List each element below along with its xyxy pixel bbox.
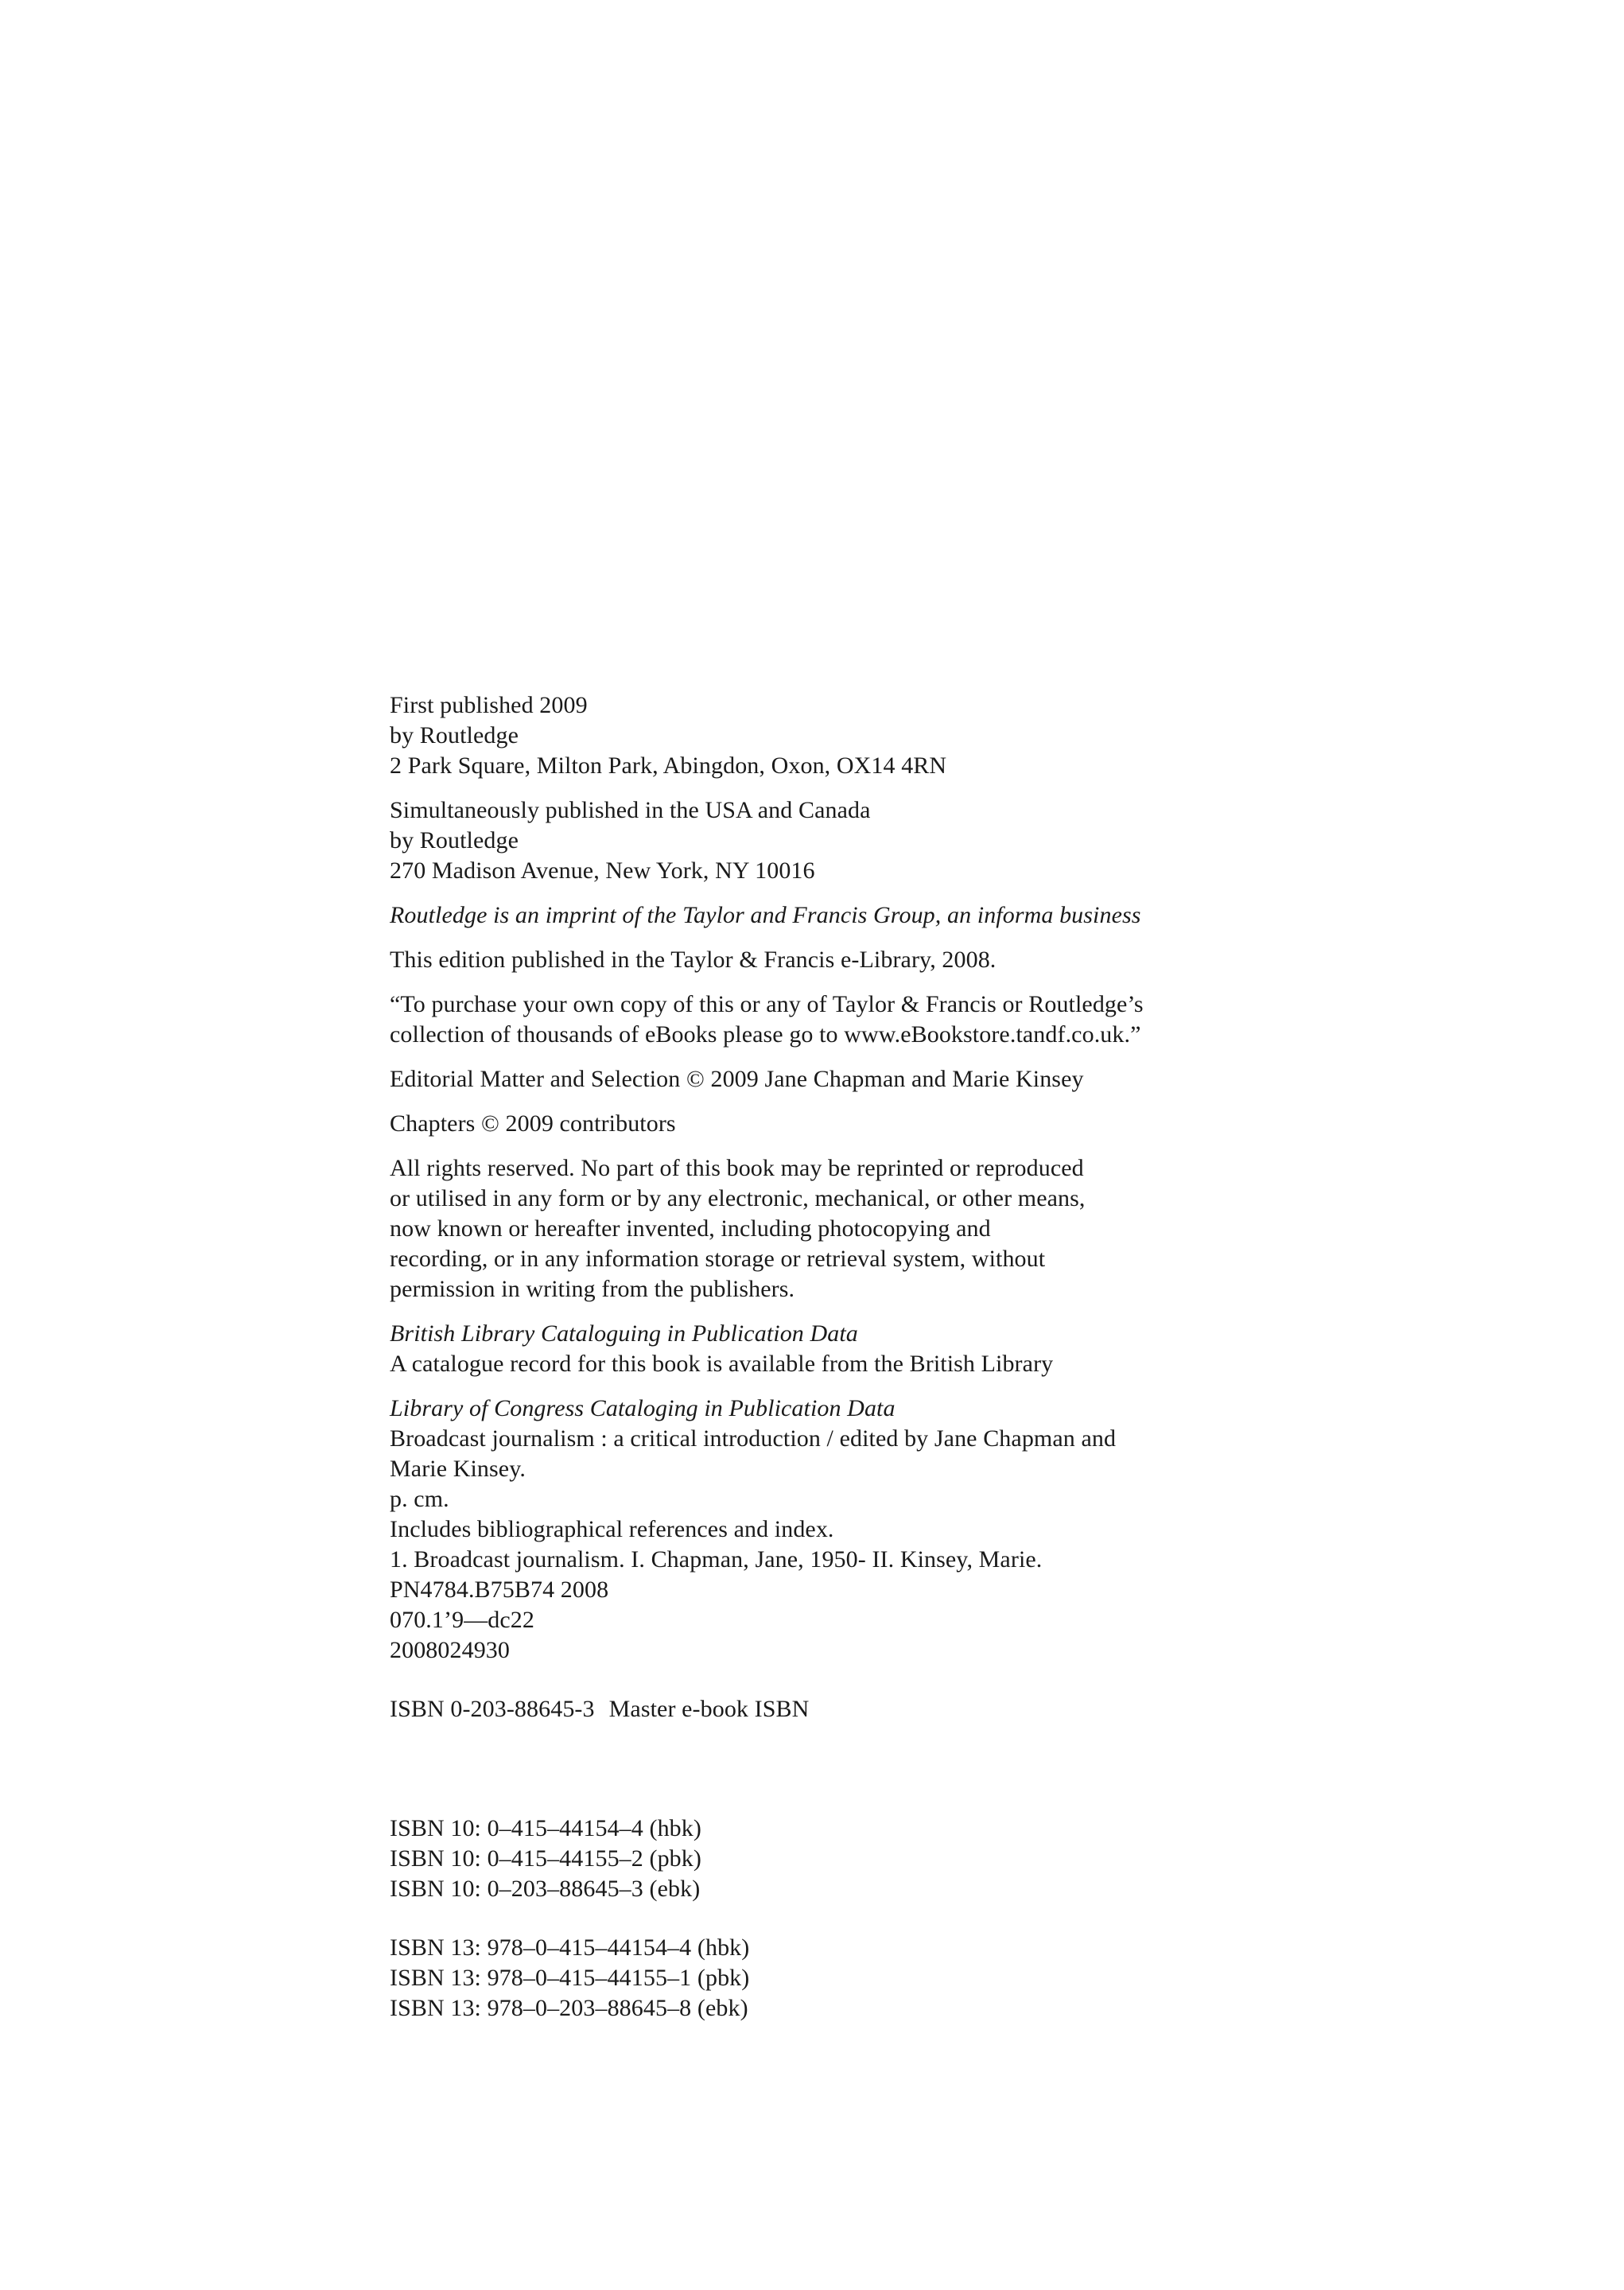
- loc-line: Marie Kinsey.: [390, 1456, 526, 1482]
- purchase-note: [390, 989, 1344, 1050]
- us-publisher-address: 270 Madison Avenue, New York, NY 10016: [390, 857, 815, 884]
- publication-block: [390, 690, 1344, 781]
- isbn10-item: ISBN 10: 0–415–44154–4 (hbk): [390, 1815, 701, 1841]
- loc-line: Broadcast journalism : a critical introduction / edited by Jane Chapman and: [390, 1425, 1117, 1452]
- master-isbn-label: Master e-book ISBN: [608, 1696, 810, 1722]
- loc-heading: Library of Congress Cataloging in Publication Data: [390, 1395, 896, 1421]
- isbn10-list: [390, 1814, 1344, 1904]
- library-of-congress-block: [390, 1394, 1344, 1666]
- publisher-address: 2 Park Square, Milton Park, Abingdon, Oxon, OX14 4RN: [390, 752, 947, 779]
- simultaneous-block: [390, 795, 1344, 886]
- loc-line: PN4784.B75B74 2008: [390, 1577, 609, 1603]
- loc-line: Includes bibliographical references and index.: [390, 1516, 834, 1542]
- isbn13-list: [390, 1933, 1344, 2024]
- rights-line: permission in writing from the publishers.: [390, 1276, 795, 1302]
- isbn10-item: ISBN 10: 0–203–88645–3 (ebk): [390, 1876, 701, 1902]
- us-publisher-name: by Routledge: [390, 827, 519, 853]
- first-published: First published 2009: [390, 692, 588, 718]
- rights-line: All rights reserved. No part of this book may be reprinted or reproduced: [390, 1155, 1084, 1181]
- imprint-note: Routledge is an imprint of the Taylor and Francis Group, an informa business: [390, 902, 1141, 928]
- master-isbn: [390, 1694, 1344, 1724]
- isbn13-item: ISBN 13: 978–0–415–44155–1 (pbk): [390, 1965, 750, 1991]
- rights-line: now known or hereafter invented, including photocopying and: [390, 1215, 991, 1242]
- master-isbn-number: ISBN 0-203-88645-3: [390, 1696, 595, 1722]
- loc-line: p. cm.: [390, 1486, 449, 1512]
- rights-statement: [390, 1153, 1344, 1304]
- british-library-text: A catalogue record for this book is available from the British Library: [390, 1351, 1054, 1377]
- british-library-heading: British Library Cataloguing in Publication Data: [390, 1320, 858, 1347]
- publisher-name: by Routledge: [390, 722, 519, 748]
- british-library-block: [390, 1319, 1344, 1379]
- loc-line: 2008024930: [390, 1637, 510, 1663]
- isbn13-item: ISBN 13: 978–0–415–44154–4 (hbk): [390, 1934, 750, 1961]
- rights-line: or utilised in any form or by any electronic, mechanical, or other means,: [390, 1185, 1086, 1211]
- loc-line: 070.1’9—dc22: [390, 1607, 535, 1633]
- purchase-line-2: collection of thousands of eBooks please go to www.eBookstore.tandf.co.uk.”: [390, 1021, 1141, 1048]
- editorial-copyright: Editorial Matter and Selection © 2009 Jane Chapman and Marie Kinsey: [390, 1066, 1084, 1092]
- loc-line: 1. Broadcast journalism. I. Chapman, Jane, 1950- II. Kinsey, Marie.: [390, 1546, 1043, 1573]
- chapters-copyright: Chapters © 2009 contributors: [390, 1110, 676, 1137]
- simultaneous-line: Simultaneously published in the USA and Canada: [390, 797, 871, 823]
- imprint-block: [390, 690, 1344, 2024]
- isbn13-item: ISBN 13: 978–0–203–88645–8 (ebk): [390, 1995, 748, 2021]
- isbn10-item: ISBN 10: 0–415–44155–2 (pbk): [390, 1845, 701, 1872]
- rights-line: recording, or in any information storage or retrieval system, without: [390, 1246, 1046, 1272]
- edition-note: This edition published in the Taylor & Francis e-Library, 2008.: [390, 947, 997, 973]
- purchase-line-1: “To purchase your own copy of this or any of Taylor & Francis or Routledge’s: [390, 991, 1144, 1017]
